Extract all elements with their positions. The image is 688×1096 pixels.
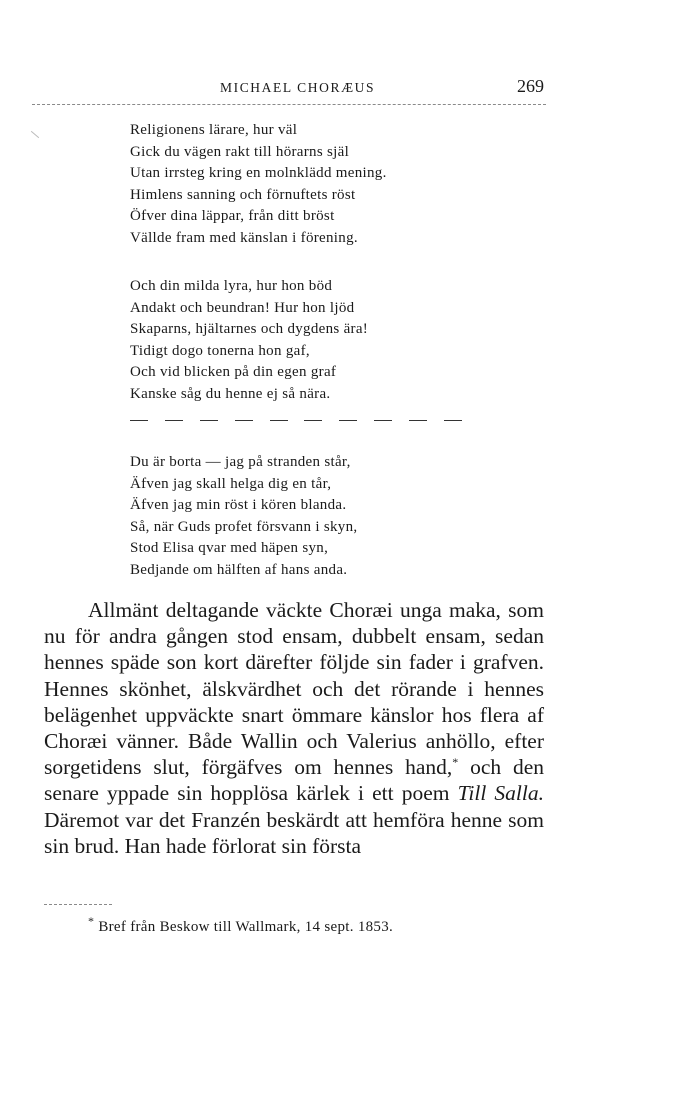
poem-stanza-3	[130, 452, 490, 582]
poem-line: Himlens sanning och förnuftets röst	[130, 186, 356, 203]
footnote	[88, 914, 393, 936]
poem-line: Så, när Guds profet försvann i skyn,	[130, 518, 358, 535]
poem-line: Äfven jag min röst i kören blanda.	[130, 497, 347, 514]
poem-line: Religionens lärare, hur väl	[130, 122, 298, 138]
paragraph-part-1: Allmänt deltagande väckte Choræi unga maka, som nu för andra gången stod ensam, dubbelt ensam, sedan hennes späde son kort därefter följde sin fader i grafven. Hennes skönhet, älskvärdhet och det rörande i hennes belägenhet uppväckte snart ömmare känslor hos flera af Choræi vänner. Både Wallin och Valerius anhöllo, efter sorgetidens slut, förgäfves om hennes hand,	[44, 598, 544, 780]
poem-line: Och din milda lyra, hur hon böd	[130, 278, 333, 294]
poem-line: Och vid blicken på din egen graf	[130, 364, 337, 381]
poem-line: Öfver dina läppar, från ditt bröst	[130, 208, 335, 225]
poem-line: Kanske såg du henne ej så nära.	[130, 385, 331, 402]
stanza-separator	[130, 420, 462, 421]
poem-stanza-2	[130, 276, 490, 406]
footnote-mark: *	[88, 914, 95, 928]
poem-stanza-1	[130, 120, 490, 250]
page-header	[44, 78, 544, 102]
poem-line: Utan irrsteg kring en molnklädd mening.	[130, 165, 387, 182]
page-number: 269	[517, 76, 544, 96]
margin-mark	[31, 131, 39, 138]
poem-line: Vällde fram med känslan i förening.	[130, 229, 358, 246]
poem-line: Du är borta — jag på stranden står,	[130, 454, 351, 470]
header-rule	[32, 104, 546, 105]
body-paragraph	[44, 597, 544, 859]
poem-line: Gick du vägen rakt till hörarns själ	[130, 143, 350, 160]
paragraph-text	[44, 597, 544, 859]
poem-line: Andakt och beundran! Hur hon ljöd	[130, 299, 355, 316]
footnote-reference: *	[452, 755, 459, 770]
poem-line: Tidigt dogo tonerna hon gaf,	[130, 342, 310, 359]
footnote-rule	[44, 904, 112, 905]
poem-line: Skaparns, hjältarnes och dygdens ära!	[130, 321, 369, 338]
paragraph-part-3: Däremot var det Franzén beskärdt att hemföra henne som sin brud. Han hade förlorat sin första	[44, 807, 544, 858]
poem-line: Äfven jag skall helga dig en tår,	[130, 475, 332, 492]
running-title: MICHAEL CHORÆUS	[220, 80, 376, 95]
footnote-text: Bref från Beskow till Wallmark, 14 sept. 1853.	[98, 919, 394, 935]
poem-title: Till Salla.	[457, 781, 544, 806]
paragraph-part-2: och den senare yppade sin hopplösa kärlek i ett poem	[44, 755, 544, 806]
poem-line: Bedjande om hälften af hans anda.	[130, 561, 348, 578]
poem-line: Stod Elisa qvar med häpen syn,	[130, 540, 329, 557]
